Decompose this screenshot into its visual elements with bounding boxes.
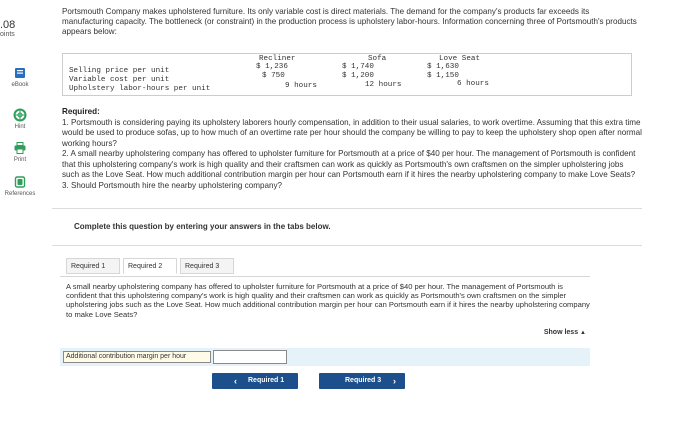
product-data-table [62,53,632,96]
tab-required-3[interactable]: Required 3 [180,258,234,274]
column-header-recliner: Recliner [259,55,296,63]
cell-selling-price-recliner: $ 1,236 [256,63,288,71]
lifebuoy-icon [13,108,27,122]
cell-variable-cost-recliner: $ 750 [262,72,285,80]
column-header-sofa: Sofa [368,55,387,63]
prev-button-label: Required 1 [248,377,285,384]
panel-question-text: A small nearby upholstering company has offered to upholster furniture for Portsmouth at a price of $40 per hour. The management of Portsmouth is confident that this upholstering company's work is high quality and their craftsmen can work as quickly as Portsmouth's own craftsmen on the simpler upholstering jobs such as the Love Seat. How much additional contribution margin per hour can Portsmouth earn if it hires the nearby upholstering company to make Love Seats? [66,282,590,319]
row-label-variable-cost: Variable cost per unit [69,76,170,84]
required-item-1: 1. Portsmouth is considering paying its upholstery laborers hourly compensation, in addition to their usual salaries, to work overtime. Assuming that this extra time would be used to produce sofas, up to how much of an overtime rate per hour should the company be willing to pay to keep the upholstery shop open after normal working hours? [62,117,642,148]
cell-variable-cost-sofa: $ 1,200 [342,72,374,80]
cell-labor-hours-recliner: 9 hours [285,82,317,90]
problem-intro: Portsmouth Company makes upholstered furniture. Its only variable cost is direct materials. The demand for the company's products far exceeds its manufacturing capacity. The bottleneck (or constraint) in the production process is upholstery labor-hours. Information concerning three of Portsmouth's products appears below: [62,7,637,36]
hint-button[interactable] [0,108,40,130]
print-button[interactable] [0,141,40,163]
row-label-labor-hours: Upholstery labor-hours per unit [69,85,211,93]
cell-variable-cost-love-seat: $ 1,150 [427,72,459,80]
show-less-label: Show less [543,329,579,336]
cell-labor-hours-sofa: 12 hours [365,81,402,89]
left-toolbar [0,0,44,426]
cell-labor-hours-love-seat: 6 hours [457,80,489,88]
show-less-toggle[interactable] [544,329,586,336]
complete-instruction: Complete this question by entering your answers in the tabs below. [74,222,331,231]
print-label: Print [13,157,27,163]
tab-required-1[interactable]: Required 1 [66,258,120,274]
references-icon [13,175,27,189]
book-icon [13,66,27,80]
tab-required-2[interactable]: Required 2 [123,258,177,274]
chevron-right-icon: › [393,376,396,386]
cell-selling-price-love-seat: $ 1,630 [427,63,459,71]
references-button[interactable] [0,175,40,197]
divider [52,245,642,246]
required-item-2: 2. A small nearby upholstering company has offered to upholster furniture for Portsmouth at a price of $40 per hour. The management of Portsmouth is confident that this upholstering company's work is high quality and their craftsmen can work as quickly as Portsmouth's own craftsmen on the simpler upholstering jobs such as the Love Seat. How much additional contribution margin per hour can Portsmouth earn if it hires the nearby upholstering company to make Love Seats? [62,149,636,179]
answer-row [60,348,590,366]
answer-label: Additional contribution margin per hour [63,351,211,363]
contribution-margin-input[interactable] [213,350,287,364]
hint-label: Hint [14,124,26,130]
prev-required-button[interactable] [212,373,298,389]
references-label: References [4,191,36,197]
next-button-label: Required 3 [345,377,382,384]
row-label-selling-price: Selling price per unit [69,67,170,75]
question-panel [60,276,590,344]
required-item-3: 3. Should Portsmouth hire the nearby upholstering company? [62,180,283,190]
cell-selling-price-sofa: $ 1,740 [342,63,374,71]
ebook-label: eBook [11,82,29,88]
points-label: oints [0,31,15,38]
chevron-left-icon: ‹ [234,376,237,386]
required-heading: Required: [62,107,100,116]
ebook-button[interactable] [0,66,40,88]
caret-up-icon: ▲ [580,330,586,336]
column-header-love-seat: Love Seat [439,55,481,63]
divider [52,208,642,209]
next-required-button[interactable] [319,373,405,389]
printer-icon [13,141,27,155]
requirements [62,107,642,191]
points-value: .08 [0,19,16,31]
